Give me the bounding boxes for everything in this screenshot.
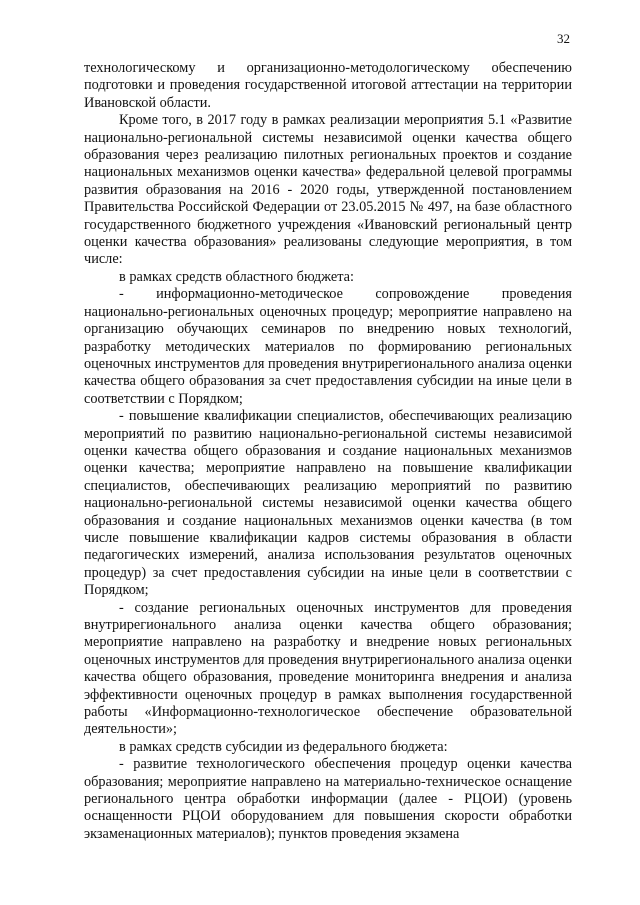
paragraph: - повышение квалификации специалистов, обеспечивающих реализацию мероприятий по развитию национально-региональной системы независимой оценки качества общего образования и создание национальных механизмов оценки качества; мероприятие направлено на повышение квалификации специалистов, обеспечивающих реализацию мероприятий по развитию национально-региональной системы независимой оценки качества общего образования и создание национальных механизмов оценки качества (в том числе повышение квалификации кадров системы образования в области педагогических измерений, анализа использования результатов оценочных процедур) за счет предоставления субсидии на иные цели в соответствии с Порядком; <box>84 408 572 599</box>
body-text <box>84 60 572 843</box>
paragraph: в рамках средств субсидии из федерального бюджета: <box>119 738 448 755</box>
paragraph: технологическому и организационно-методологическому обеспечению подготовки и проведения государственной итоговой аттестации на территории Ивановской области. <box>84 60 572 111</box>
paragraph: в рамках средств областного бюджета: <box>119 268 354 285</box>
page-number: 32 <box>557 31 570 46</box>
paragraph: Кроме того, в 2017 году в рамках реализации мероприятия 5.1 «Развитие национально-региональной системы независимой оценки качества общего образования через реализацию пилотных региональных проектов и создание национальных механизмов оценки качества» федеральной целевой программы развития образования на 2016 - 2020 годы, утвержденной постановлением Правительства Российской Федерации от 23.05.2015 № 497, на базе областного государственного бюджетного учреждения «Ивановский региональный центр оценки качества образования» реализованы следующие мероприятия, в том числе: <box>84 112 572 268</box>
paragraph: - развитие технологического обеспечения процедур оценки качества образования; мероприятие направлено на материально-техническое оснащение регионального центра обработки информации (далее - РЦОИ) (уровень оснащенности РЦОИ оборудованием для повышения скорости обработки экзаменационных материалов); пунктов проведения экзамена <box>84 756 572 842</box>
paragraph: - создание региональных оценочных инструментов для проведения внутрирегионального анализа оценки качества общего образования; мероприятие направлено на разработку и внедрение новых региональных оценочных инструментов для проведения внутрирегионального анализа оценки качества общего образования, проведение мониторинга внедрения и анализа эффективности оценочных процедур в рамках выполнения государственной работы «Информационно-технологическое обеспечение образовательной деятельности»; <box>84 599 572 738</box>
paragraph: - информационно-методическое сопровождение проведения национально-региональных оценочных процедур; мероприятие направлено на организацию обучающих семинаров по внедрению новых технологий, разработку методических материалов по формированию региональных оценочных инструментов для проведения внутрирегионального анализа оценки качества общего образования за счет предоставления субсидии на иные цели в соответствии с Порядком; <box>84 286 572 407</box>
